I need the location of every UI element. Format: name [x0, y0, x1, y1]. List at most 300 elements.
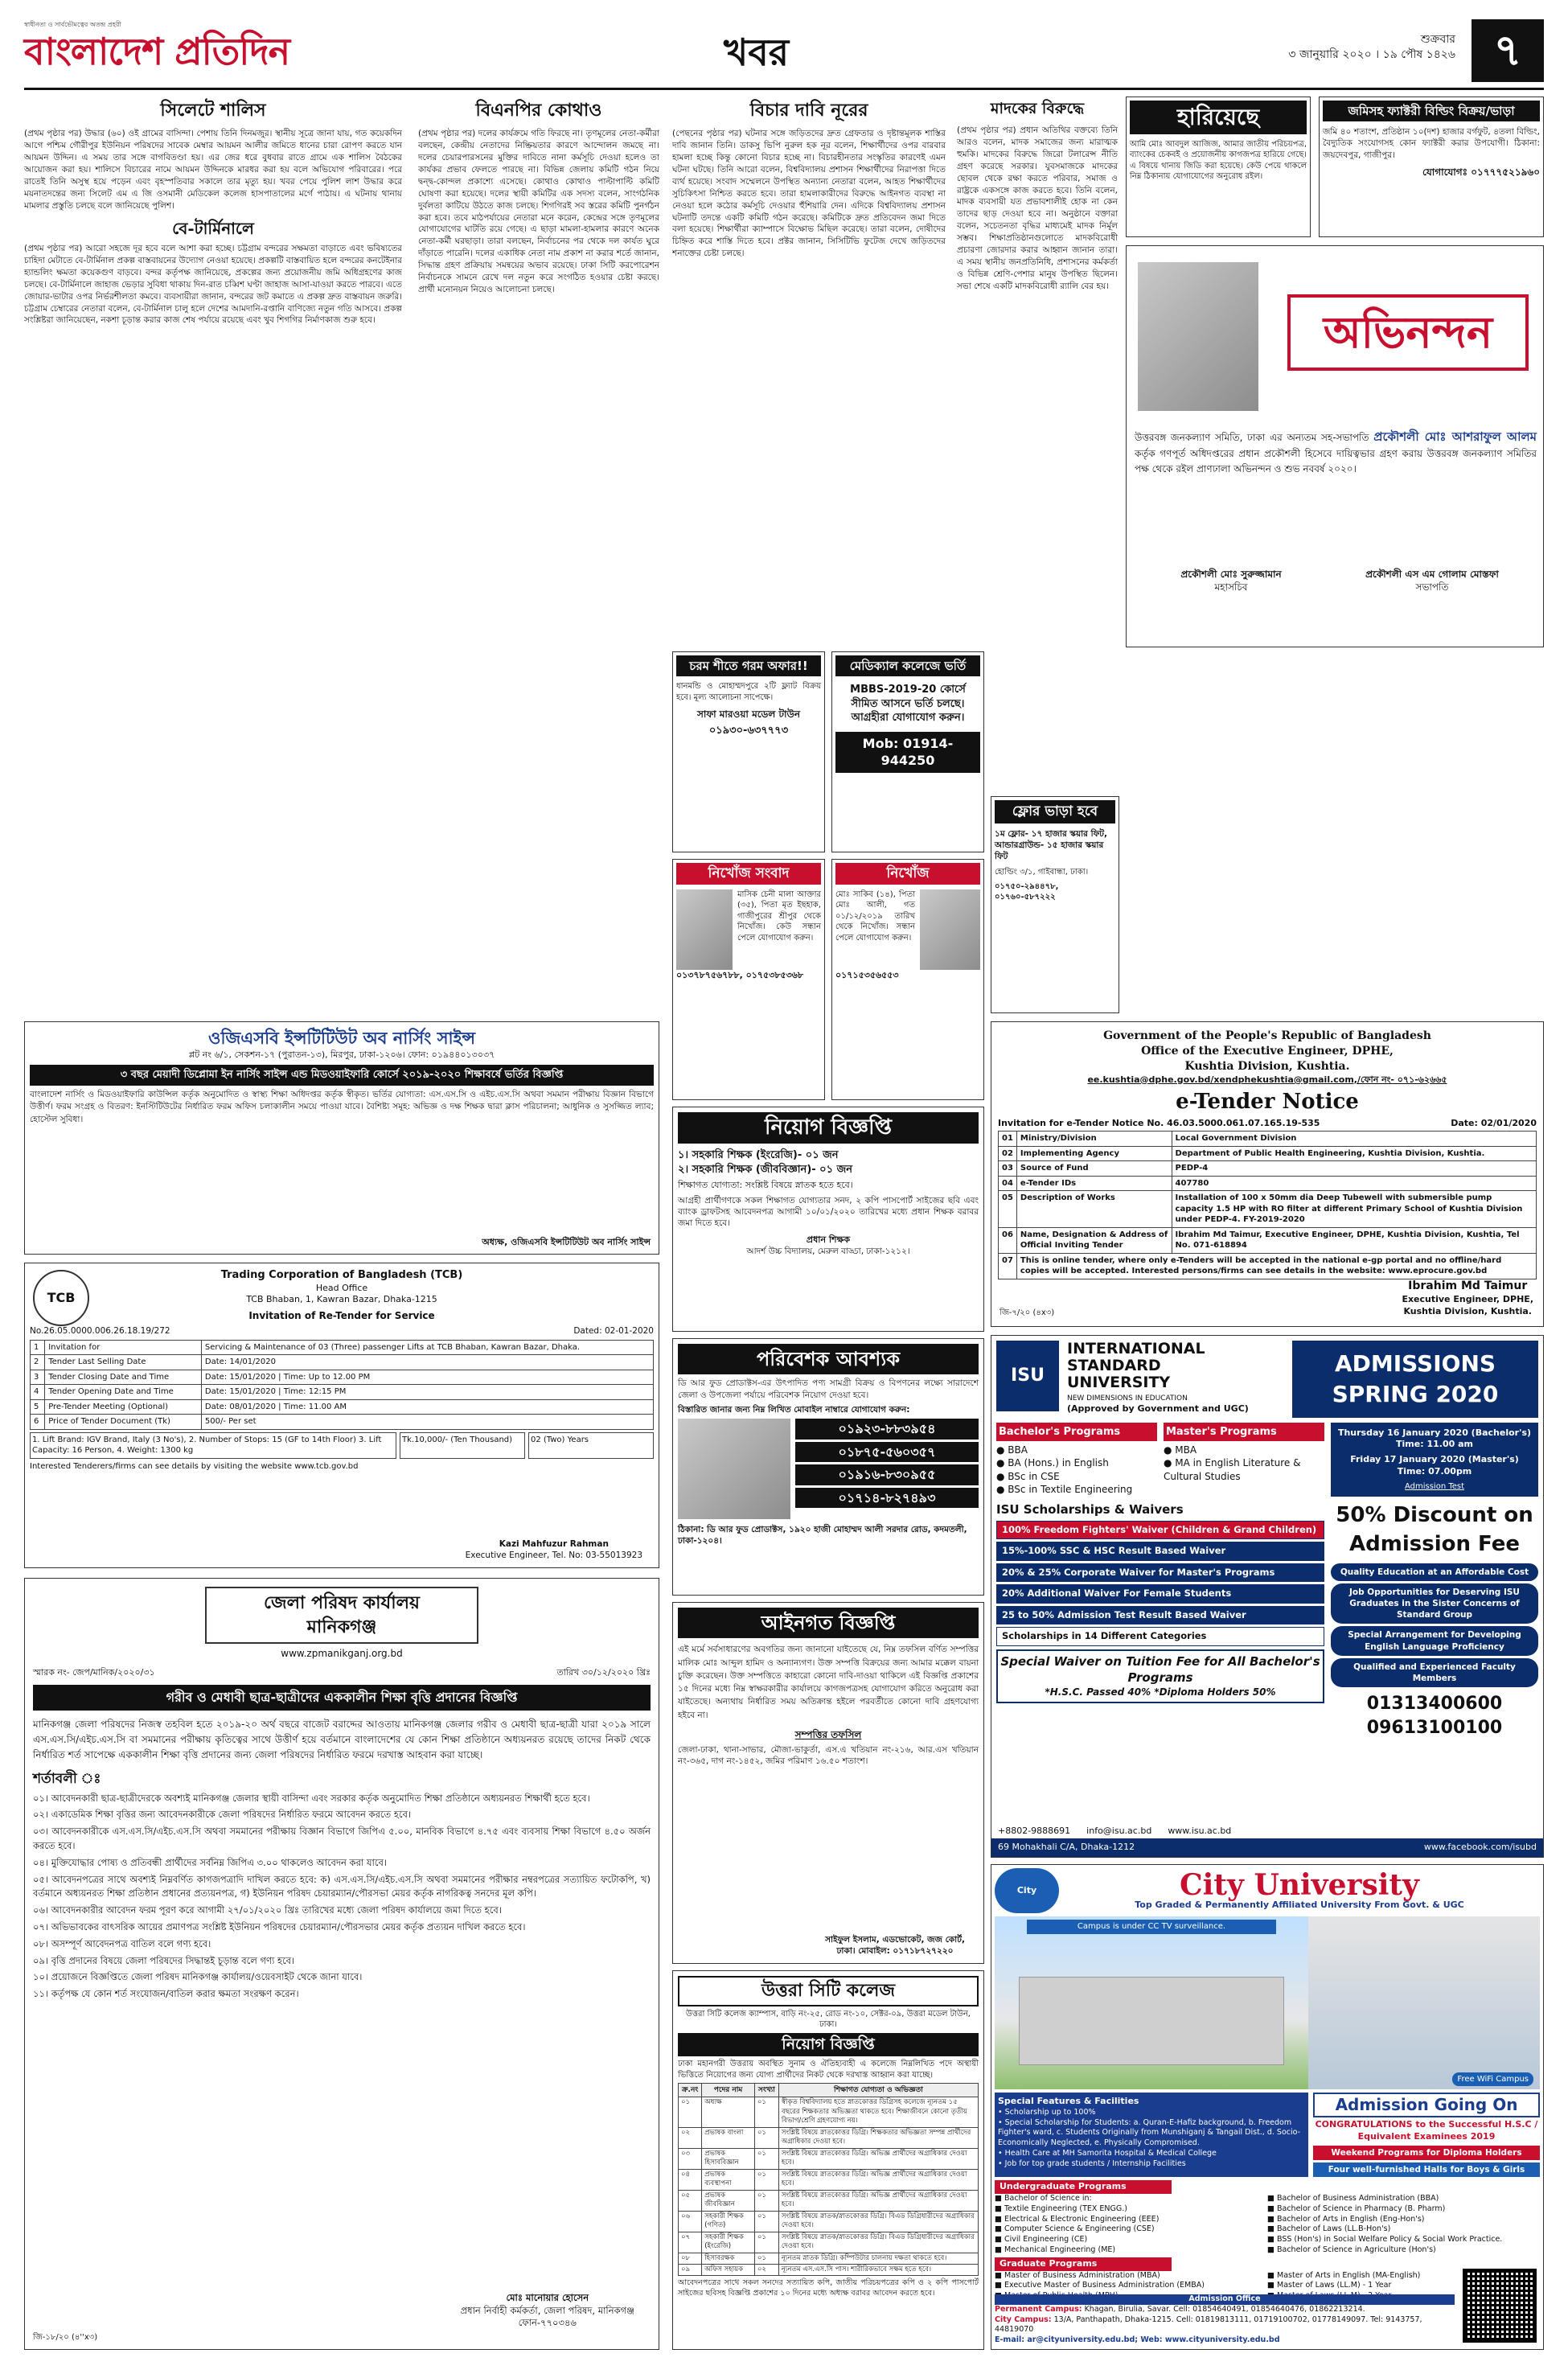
table-row [679, 2190, 979, 2211]
ug-title: Undergraduate Programs [995, 2180, 1172, 2194]
waiver-item: 25 to 50% Admission Test Result Based Waiver [996, 1606, 1324, 1625]
school-name: আদর্শ উচ্চ বিদ্যালয়, মেরুল বাড্ডা, ঢাকা-১২১২। [746, 1247, 910, 1257]
table-cell: ০১ [754, 2211, 778, 2232]
table-row [679, 2127, 979, 2148]
test-date-1: Thursday 16 January 2020 (Bachelor's) Time: 11.00 am [1337, 1427, 1532, 1450]
waiver-title: ISU Scholarships & Waivers [996, 1502, 1184, 1518]
ad-signature: অধ্যক্ষ, ওজিএসবি ইন্সটিটিউট অব নার্সিং সাইন্স [482, 1237, 651, 1248]
isu-address: 69 Mohakhali C/A, Dhaka-1212 [998, 1842, 1135, 1853]
ad-legal-notice [672, 1602, 984, 1964]
table-cell: ০১ [754, 2127, 778, 2148]
table-cell: ০১ [754, 2232, 778, 2253]
table-cell: ০১ [754, 2097, 778, 2127]
qualification: শিক্ষাগত যোগ্যতা: সংশ্লিষ্ট বিষয়ে স্নাতক হতে হবে। [678, 1180, 853, 1191]
office-title: জেলা পরিষদ কার্যালয় [264, 1593, 420, 1613]
ad-address: উত্তরা সিটি কলেজ ক্যাম্পাস, বাড়ি নং-২৫, রোড নং-১০, সেক্টর-০৯, উত্তরা মডেল টাউন, ঢাকা। [686, 2009, 971, 2030]
isu-header [996, 1341, 1538, 1418]
ad-phone[interactable]: ০১৭১৫৩৫৬৫৫৩ [835, 969, 899, 980]
table-cell: e-Tender IDs [1016, 1176, 1172, 1191]
office-place: Kushtia Division, Kushtia. [1184, 1059, 1350, 1073]
isu-facebook[interactable]: www.facebook.com/isubd [1423, 1842, 1537, 1853]
table-cell: 407780 [1172, 1176, 1536, 1191]
headline: বিএনপির কোথাও [475, 100, 602, 121]
ad-title: ওজিএসবি ইন্সটিটিউট অব নার্সিং সাইন্স [207, 1029, 475, 1048]
program-item: ● BA (Hons.) in English [996, 1457, 1109, 1469]
feature-list [1331, 1563, 1538, 1687]
ad-body: আগ্রহী প্রার্থীগণকে সকল শিক্ষাগত যোগ্যতার সনদ, ২ কপি পাসপোর্ট সাইজের ছবি এবং ব্যাংক ড্রাফটসহ আবেদনপত্র আগামী ১০/০১/২০২০ তারিখের মধ্যে প্রধান শিক্ষক বরাবর জমা দিতে হবে। [678, 1196, 979, 1229]
ug-list-right [1267, 2194, 1540, 2256]
feature-item: Qualified and Experienced Faculty Members [1331, 1658, 1538, 1687]
table-cell: অফিস সহায়ক [702, 2264, 755, 2275]
table-cell: ০৫ [679, 2190, 702, 2211]
condition-item: ০৩। আবেদনকারীকে এস.এস.সি/এইচ.এস.সি অথবা সমমানের পরীক্ষায় বিজ্ঞান বিভাগে জিপিএ ৫.০০, মানবিক বিভাগে ৪.৭৫ এবং ব্যবসায় শিক্ষা বিভাগে ৪.৫০ অর্জন করতে হবে। [33, 1826, 651, 1851]
tender-date: Date: 02/01/2020 [1451, 1117, 1537, 1128]
signatory-name: Kazi Mahfuzur Rahman [499, 1538, 609, 1549]
newspaper-logo[interactable]: বাংলাদেশ প্রতিদিন [24, 29, 290, 73]
completion-time: 02 (Two) Years [528, 1432, 654, 1459]
ad-phone[interactable]: ০১৭১৪-৮২৭৪৯৩ [795, 1488, 979, 1509]
program-item: ■ Bachelor of Laws (LL.B-Hon's) [1267, 2224, 1391, 2234]
ad-isu [991, 1335, 1544, 1858]
table-cell: Implementing Agency [1016, 1146, 1172, 1161]
post-2: ২। সহকারি শিক্ষক (জীববিজ্ঞান)- ০১ জন [678, 1163, 852, 1176]
news-bnp [418, 97, 659, 860]
missing-person-photo [676, 889, 733, 970]
table-cell: 06 [999, 1227, 1017, 1253]
schedule-body: জেলা-ঢাকা, থানা-সাভার, মৌজা-ভাকুর্তা, এস.এ খতিয়ান নং-২১৬, আর.এস খতিয়ান নং-৩৬৫, দাগ নং-১৪৫২, জমির পরিমাণ ১৬.৫০ শতাংশ। [678, 1745, 979, 1767]
ad-title: মেডিক্যাল কলেজে ভর্তি [835, 655, 980, 676]
ad-title: অভিনন্দন [1287, 294, 1529, 371]
ad-sub: বিস্তারিত জানার জন্য নিম্ন লিখিত মোবাইল নাম্বারে যোগাযোগ করুন: [678, 1404, 910, 1415]
feature-item: • Special Scholarship for Students: a. Quran-E-Hafiz background, b. Freedom Fighter's ward, c. Students Originally from Munshiganj & Tangail Dist., d. Socio-Economically Neglected, e. Physically Compromised. [998, 2117, 1301, 2148]
ad-phone[interactable]: ০১৩৭৮৭৫৬৭৮৮, ০১৭৫৩৮৫৩৬৮ [676, 969, 804, 980]
signatory-role: প্রধান শিক্ষক [806, 1234, 851, 1245]
ad-code: জি-১৮/২০ (৪''x৩) [33, 2332, 98, 2342]
ug-list-left [995, 2194, 1267, 2256]
tcb-ref-line [30, 1325, 654, 1337]
ad-body: জমি ৪০ শতাংশ, প্রতিষ্ঠান ১০(দশ) হাজার বর্গফুট, ৪তলা বিল্ডিং, বৈদ্যুতিক সংযোগসহ কোন ফ্যাক্টরী করার উপযোগী। ঠিকানা: জয়দেবপুর, গাজীপুর। [1323, 127, 1540, 160]
discount-line-2: Admission Fee [1349, 1531, 1520, 1556]
section-title: খবর [724, 31, 790, 74]
article-body: (প্রথম পৃষ্ঠার পর) আরো সহজে দূর হবে বলে আশা করা হচ্ছে। চট্টগ্রাম বন্দরের সক্ষমতা বাড়াতে এবং ভবিষ্যতের চাহিদা মেটাতে বে-টার্মিনাল প্রকল্প বাস্তবায়নের উদ্যোগ নেওয়া হয়েছে। প্রকল্পটি বাস্তবায়িত হলে বন্দরের কনটেইনার হ্যান্ডলিং ক্ষমতা কয়েকগুণ বাড়বে। বন্দর কর্তৃপক্ষ জানিয়েছে, প্রকল্পের জন্য প্রয়োজনীয় জমি অধিগ্রহণের কাজ চলছে। বে-টার্মিনালে জাহাজ ভেড়ার সুবিধা থাকায় দিন-রাত চব্বিশ ঘণ্টা জাহাজ আসা-যাওয়া করতে পারবে। এতে জোয়ার-ভাটার ওপর নির্ভরশীলতা কমবে। ব্যবসায়ীরা জানান, বন্দরের জট কমাতে এ প্রকল্প দ্রুত বাস্তবায়ন জরুরি। চট্টগ্রাম চেম্বারের নেতারা বলেন, বে-টার্মিনাল চালু হলে দেশের আমদানি-রপ্তানি বাণিজ্যে নতুন গতি আসবে। প্রকল্প সংশ্লিষ্টরা জানিয়েছেন, নকশা চূড়ান্ত করার কাজ শেষ পর্যায়ে রয়েছে এবং খুব শিগগির নির্মাণকাজ শুরু হবে। [24, 243, 402, 326]
ad-phone[interactable]: ০১৭৫০-২৯৪৪৭৮, ০১৭৬০-৫৮৭২২২ [995, 881, 1059, 902]
feature-item: • Job for top grade students / Internship Facilities [998, 2158, 1186, 2168]
isu-approved: (Approved by Government and UGC) [1067, 1403, 1249, 1414]
table-cell: 03 [999, 1161, 1017, 1177]
tender-number: No.26.05.0000.006.26.18.19/272 [30, 1326, 170, 1337]
article-body: (প্রথম পৃষ্ঠার পর) দলের কার্যক্রমে গতি ফিরছে না। তৃণমূলের নেতা-কর্মীরা বলছেন, কেন্দ্রীয় নেতাদের নিষ্ক্রিয়তার কারণে আন্দোলন জমছে না। দলের চেয়ারপারসনের মুক্তির দাবিতে নানা কর্মসূচি দেওয়া হলেও তা কার্যকর প্রভাব ফেলতে পারছে না। বিভিন্ন জেলায় কমিটি গঠন নিয়ে দ্বন্দ্ব-কোন্দল প্রকাশ্যে এসেছে। কোথাও কোথাও পাল্টাপাল্টি কমিটি ঘোষণা করা হয়েছে। দলের স্থায়ী কমিটির এক সদস্য বলেন, সাংগঠনিক দুর্বলতা কাটিয়ে উঠতে কাজ চলছে। শিগগিরই সব স্তরের কমিটি পুনর্গঠন করা হবে। তবে মাঠপর্যায়ের নেতারা মনে করেন, কেন্দ্রের সঙ্গে তৃণমূলের যোগাযোগের ঘাটতি রয়ে গেছে। এ ছাড়া মামলা-হামলার কারণে অনেক নেতা-কর্মী ঘরছাড়া। তারা বলছেন, নির্বাচনের পর থেকে দল কার্যত ঘুরে দাঁড়াতে পারেনি। দলের একাধিক নেতা নাম প্রকাশ না করার শর্তে জানান, সিদ্ধান্ত গ্রহণ প্রক্রিয়ায় সমন্বয়ের অভাব রয়েছে। ঢাকা সিটি করপোরেশন নির্বাচনকে সামনে রেখে দল নতুন করে সংগঠিত হওয়ার চেষ্টা করছে। প্রার্থী মনোনয়ন নিয়েও আলোচনা চলছে। [418, 129, 659, 295]
qr-code-icon[interactable] [1463, 2269, 1537, 2343]
table-row [999, 1191, 1537, 1228]
program-item: ● MA in English Literature & Cultural Studies [1164, 1457, 1301, 1482]
program-item: ■ Electrical & Electronic Engineering (EEE) [995, 2214, 1160, 2224]
table-cell: Ibrahim Md Taimur, Executive Engineer, DPHE, Kushtia Division, Kushtia, Tel No. 071-618894 [1172, 1227, 1536, 1253]
ad-phone[interactable]: যোগাযোগঃ ০১৭৭৭৫২১৯৬০ [1422, 166, 1540, 178]
table-cell: 07 [999, 1253, 1017, 1279]
table-cell: 02 [999, 1146, 1017, 1161]
program-item: ■ Master of Laws (LL.M) - 1 Year [1267, 2281, 1392, 2290]
isu-tel[interactable]: +8802-9888691 [998, 1826, 1071, 1837]
phone-list [795, 1419, 979, 1519]
day: শুক্রবার [1420, 33, 1455, 46]
table-cell: সংশ্লিষ্ট বিষয়ে স্নাতক/স্নাতকোত্তর ডিগ্রি। বিএড ডিগ্রিধারীদের অগ্রাধিকার দেওয়া হবে। [778, 2232, 978, 2253]
table-cell: প্রভাষক ব্যবস্থাপনা [702, 2169, 755, 2190]
condition-item: ০২। একাডেমিক শিক্ষা বৃত্তির জন্য আবেদনকারীকে জেলা পরিষদের নির্ধারিত ফরমে আবেদন করতে হবে। [33, 1809, 412, 1821]
weekend-programs: Weekend Programs for Diploma Holders [1313, 2146, 1540, 2160]
schedule-title: সম্পত্তির তফসিল [794, 1728, 862, 1740]
feature-item: Special Arrangement for Developing English Language Proficiency [1331, 1626, 1538, 1655]
program-item: ● BBA [996, 1444, 1028, 1456]
ad-body [1135, 427, 1537, 477]
table-row [999, 1253, 1537, 1279]
tender-number: Invitation for e-Tender Notice No. 46.03.5000.061.07.165.19-535 [998, 1117, 1320, 1128]
program-item: ■ Master of Arts in English (MA-English) [1267, 2270, 1421, 2280]
isu-logo: ISU [996, 1341, 1059, 1411]
ad-body: মানিকগঞ্জ জেলা পরিষদের নিজস্ব তহবিল হতে ২০১৯-২০ অর্থ বছরে বাজেট বরাদ্দের আওতায় মানিকগঞ্জ জেলার গরীব ও মেধাবী ছাত্র-ছাত্রী যারা ২০১৯ সালে এস.এস.সি/এইচ.এস.সি বা সমমানের পরীক্ষায় কৃতিত্বের সাথে উত্তীর্ণ হয়ে বর্তমানে বাংলাদেশের যে কোন শিক্ষা প্রতিষ্ঠানে অধ্যয়নরত রয়েছে তাদের নিকট থেকে নির্ধারিত শর্ত সাপেক্ষে এককালীন শিক্ষা বৃত্তি প্রদানের জন্য জেলা পরিষদের নির্ধারিত ফরমে দরখাস্ত আহবান করা যাচ্ছে। [33, 1719, 651, 1761]
cctv-note: Campus is under CC TV surveillance. [1027, 1920, 1276, 1934]
program-item: ■ BSS (Hon's) in Social Welfare Policy & Social Work Practice. [1267, 2235, 1503, 2245]
table-cell: Department of Public Health Engineering, Kushtia Division, Kushtia. [1172, 1146, 1536, 1161]
admissions-banner [1292, 1341, 1538, 1418]
admissions-title: ADMISSIONS [1334, 1350, 1496, 1377]
ad-address: হোল্ডিং ৩/১, গাইবান্ধা, ঢাকা। [995, 868, 1089, 877]
ad-text: কর্তৃক গণপূর্ত অধিদপ্তরের প্রধান প্রকৌশলী হিসেবে দায়িত্বভার গ্রহণ করায় উত্তরবঙ্গ জনকল্যাণ সমিতির পক্ষ থেকে রইল প্রাণঢালা অভিনন্দন ও শুভ নববর্ষ ২০২০। [1135, 448, 1537, 475]
table-cell: হিসাবরক্ষক [702, 2253, 755, 2264]
page-number: ৭ [1472, 19, 1544, 82]
feature-item: Quality Education at an Affordable Cost [1331, 1563, 1538, 1581]
signatory-name: মোঃ মানোয়ার হোসেন [506, 2292, 589, 2304]
program-item: ■ Civil Engineering (CE) [995, 2235, 1088, 2245]
wifi-badge: Free WiFi Campus [1452, 2072, 1533, 2087]
perm-label: Permanent Campus: [995, 2304, 1082, 2314]
table-row [679, 2148, 979, 2169]
ad-phone[interactable]: ০১৮৭৫-৫৬০৩৫৭ [795, 1442, 979, 1463]
isu-web[interactable]: www.isu.ac.bd [1168, 1826, 1232, 1837]
discount-line-1: 50% Discount on [1336, 1503, 1533, 1528]
article-body: (পেছনের পৃষ্ঠার পর) ঘটনার সঙ্গে জড়িতদের দ্রুত গ্রেফতার ও দৃষ্টান্তমূলক শাস্তির দাবি জানান তিনি। ডাকসু ভিপি নুরুল হক নূর বলেন, শিক্ষার্থীদের ওপর বারবার হামলা হচ্ছে কিন্তু কোনো বিচার হচ্ছে না। বিচারহীনতার সংস্কৃতির কারণেই এমন ঘটনা ঘটছে। তিনি আরো বলেন, বিশ্ববিদ্যালয় প্রশাসন শিক্ষার্থীদের নিরাপত্তা দিতে ব্যর্থ হয়েছে। সংবাদ সম্মেলনে উপস্থিত অন্যান্য নেতারা বলেন, আহত শিক্ষার্থীদের সুচিকিৎসা নিশ্চিত করতে হবে। তারা হামলাকারীদের বিরুদ্ধে আইনগত ব্যবস্থা না নেওয়া হলে কঠোর কর্মসূচি দেওয়ার হুঁশিয়ারি দেন। এদিকে বিশ্ববিদ্যালয় প্রশাসন ঘটনাটি তদন্তে একটি কমিটি গঠন করেছে। কমিটিকে দ্রুত প্রতিবেদন জমা দিতে বলা হয়েছে। শিক্ষার্থীরা ক্যাম্পাসে বিক্ষোভ মিছিল করেছে। তারা বলেন, দোষীদের চিহ্নিত করে শাস্তি দিতে হবে। প্রক্টর জানান, সিসিটিভি ফুটেজ দেখে জড়িতদের শনাক্তের চেষ্টা চলছে। [672, 129, 946, 259]
city-header [995, 1868, 1540, 1913]
ad-title: পরিবেশক আবশ্যক [678, 1344, 979, 1374]
table-cell: Tender Last Selling Date [45, 1355, 202, 1370]
waiver-item: 20% Additional Waiver For Female Students [996, 1584, 1324, 1604]
ad-phone[interactable]: ০১৯১৬-৮৩০৯৫৫ [795, 1464, 979, 1485]
headline: মাদকের বিরুদ্ধে [990, 100, 1085, 117]
table-cell: 2 [31, 1355, 45, 1370]
table-cell: সংশ্লিষ্ট বিষয়ে স্নাতকোত্তর ডিগ্রি। শিক্ষকতার অভিজ্ঞতা সম্পন্ন প্রার্থীদের অগ্রাধিকার দেওয়া হবে। [778, 2127, 978, 2148]
tcb-table [30, 1340, 654, 1430]
isu-programs-row [996, 1423, 1538, 1497]
table-row [679, 2232, 979, 2253]
office-name: Office of the Executive Engineer, DPHE, [1141, 1044, 1394, 1058]
signatory-role: সভাপতি [1415, 581, 1449, 594]
table-row [679, 2264, 979, 2275]
ad-title: হারিয়েছে [1130, 101, 1307, 134]
isu-right-panel [1331, 1501, 1538, 1739]
signatory-name: Ibrahim Md Taimur [1408, 1279, 1528, 1293]
signatory-name: প্রকৌশলী এস এম গোলাম মোস্তফা [1365, 569, 1499, 580]
campus-photo [995, 1916, 1308, 2089]
table-cell: সংশ্লিষ্ট বিষয়ে স্নাতক/স্নাতকোত্তর ডিগ্রি। বিএড ডিগ্রিধারীদের অগ্রাধিকার দেওয়া হবে। [778, 2211, 978, 2232]
table-cell: স্বীকৃত বিশ্ববিদ্যালয় হতে স্নাতকোত্তর ডিগ্রিসহ কলেজে ন্যূনতম ১৫ বছরের শিক্ষকতার অভিজ্ঞতা থাকতে হবে। শিক্ষাজীবনে কোনো তৃতীয় বিভাগ/শ্রেণি গ্রহণযোগ্য নয়। [778, 2097, 978, 2127]
table-cell: Invitation for [45, 1340, 202, 1355]
table-row [31, 1355, 654, 1370]
ad-title: নিয়োগ বিজ্ঞপ্তি [678, 1112, 979, 1144]
ad-title: চরম শীতে গরম অফার!! [676, 655, 821, 676]
city-title-block [1059, 1867, 1540, 1912]
brand [24, 21, 290, 73]
city-campus-address: 13/A, Panthapath, Dhaka-1215. Cell: 01819813111, 01719100702, 01778149097. Tel: 9143757, 44819070 [995, 2314, 1422, 2335]
condition-item: ১১। কর্তৃপক্ষ যে কোন শর্ত সংযোজন/বাতিল করার ক্ষমতা সংরক্ষণ করেন। [33, 1988, 299, 2000]
program-item: ■ Bachelor of Arts in English (Eng-Hon's) [1267, 2214, 1425, 2224]
table-cell: ০১ [754, 2253, 778, 2264]
program-item: ● MBA [1164, 1444, 1197, 1456]
ad-name: সাফা মারওয়া মডেল টাউন [696, 709, 801, 721]
program-item: ■ Bachelor of Science in Agriculture (Hon's) [1267, 2245, 1436, 2254]
ad-phone[interactable]: Mob: 01914-944250 [835, 732, 980, 773]
isu-phone-1[interactable]: 01313400600 [1366, 1694, 1503, 1715]
table-cell: Installation of 100 x 50mm dia Deep Tubewell with submersible pump capacity 1.5 HP with RO filter at different Primary School of Kushtia Division under PEDP-4. FY-2019-2020 [1172, 1191, 1536, 1228]
condition-item: ০৮। অসম্পূর্ণ আবেদনপত্র বাতিল বলে গণ্য হবে। [33, 1937, 211, 1949]
g-title: Graduate Programs [995, 2257, 1172, 2271]
table-cell: ন্যূনতম এস.এস.সি পাস। শারীরিকভাবে সক্ষম হতে হবে। [778, 2264, 978, 2275]
service-details: 1. Lift Brand: IGV Brand, Italy (3 No's), 2. Number of Stops: 15 (GF to 14th Floor) 3. Lift Capacity: 16 Person, 4. Weight: 1300 kg [30, 1432, 396, 1459]
article-body: (প্রথম পৃষ্ঠার পর) প্রধান অতিথির বক্তব্যে তিনি আরও বলেন, মাদক সমাজের জন্য মারাত্মক হুমকি। মাদকের বিরুদ্ধে জিরো টলারেন্স নীতি গ্রহণ করেছে সরকার। যুবসমাজকে মাদকের ছোবল থেকে রক্ষা করতে পরিবার, সমাজ ও রাষ্ট্রকে একসঙ্গে কাজ করতে হবে। তিনি বলেন, মাদক ব্যবসায়ী যত প্রভাবশালীই হোক না কেন তাদের ছাড় দেওয়া হবে না। অনুষ্ঠানে বক্তারা বলেন, সচেতনতা বৃদ্ধির মাধ্যমেই মাদক নির্মূল সম্ভব। শিক্ষাপ্রতিষ্ঠানগুলোতে মাদকবিরোধী প্রচারণা জোরদার করার আহ্বান জানান তারা। এ সময় স্থানীয় জনপ্রতিনিধি, প্রশাসনের কর্মকর্তা ও বিভিন্ন শ্রেণি-পেশার মানুষ উপস্থিত ছিলেন। সভা শেষে একটি মাদকবিরোধী র‌্যালি বের হয়। [957, 125, 1118, 291]
programs-list [1164, 1444, 1324, 1483]
isu-footer [991, 1838, 1543, 1857]
ad-body: ধানমন্ডি ও মোহাম্মদপুরে ২টি ফ্ল্যাট বিক্রয় হবে। মূল্য আলোচনা সাপেক্ষে। [676, 682, 821, 702]
program-item: ● BSc in Textile Engineering [996, 1483, 1133, 1495]
ad-lost [1126, 97, 1311, 237]
table-row [999, 1146, 1537, 1161]
table-cell: অধ্যক্ষ [702, 2097, 755, 2127]
ad-phone[interactable]: ০১৯৩০-৬৩৭৭৭৩ [708, 725, 789, 737]
memo-date: তারিখ ৩০/১২/২০২০ খ্রিঃ [556, 1666, 651, 1678]
program-item: ■ Mechanical Engineering (ME) [995, 2245, 1116, 2254]
article-body: (প্রথম পৃষ্ঠার পর) উদ্ধার (৬০) ওই গ্রামের বাসিন্দা। পেশায় তিনি দিনমজুর। স্থানীয় সূত্রে জানা যায়, গত কয়েকদিন আগে পশ্চিম গৌরীপুর ইউনিয়ন পরিষদের সাবেক মেম্বার আয়মন আলীর জমিতে ধানের চারা রোপণ করতে যান আয়মন উদ্দিন। এ সময় তার সঙ্গে বাগবিতণ্ডা হয়। এর জের ধরে বুধবার রাতে গ্রামে এক শালিস বৈঠকের আয়োজন করা হয়। শালিসে বিচারের নামে আয়মন উদ্দিনকে মারধর করা হয় বলে অভিযোগ পরিবারের। পরে রাতেই তিনি অসুস্থ হয়ে পড়েন এবং বৃহস্পতিবার সকালে তার মৃত্যু হয়। খবর পেয়ে পুলিশ লাশ উদ্ধার করে ময়নাতদন্তের জন্য সিলেট এম এ জি ওসমানী মেডিকেল কলেজ হাসপাতালের মর্গে পাঠায়। এ ঘটনায় থানায় মামলার প্রস্তুতি চলছে বলে জানিয়েছে পুলিশ। [24, 129, 402, 211]
city-features-row [995, 2093, 1540, 2177]
ug-programs [995, 2194, 1540, 2256]
city-photo-row [995, 1916, 1540, 2089]
features-list [998, 2108, 1305, 2170]
program-item: ■ Textile Engineering (TEX ENGG.) [995, 2204, 1127, 2213]
ad-uttara-college [672, 1970, 984, 2350]
signatory-role: Executive Engineer, DPHE, [1402, 1294, 1533, 1305]
table-row [999, 1176, 1537, 1191]
office-place: মানিকগঞ্জ [306, 1616, 377, 1637]
table-row [999, 1227, 1537, 1253]
program-item: ■ Bachelor of Science in Pharmacy (B. Pharm) [1267, 2204, 1446, 2213]
ad-banner: গরীব ও মেধাবী ছাত্র-ছাত্রীদের এককালীন শিক্ষা বৃত্তি প্রদানের বিজ্ঞপ্তি [33, 1685, 651, 1711]
table-cell: 05 [999, 1191, 1017, 1228]
tender-invite-line [998, 1118, 1537, 1130]
signatory-role: Executive Engineer, Tel. No: 03-55013923 [465, 1550, 642, 1560]
table-cell: Tender Closing Date and Time [45, 1370, 202, 1385]
table-cell: Ministry/Division [1016, 1132, 1172, 1147]
signatory-phone: ফোন-৭৭০৩৪৬ [518, 2317, 577, 2329]
date: ৩ জানুয়ারি ২০২০ । ১৯ পৌষ ১৪২৬ [1288, 47, 1455, 61]
ad-body: আমি মোঃ আবদুল আজিজ, আমার জাতীয় পরিচয়পত্র, ব্যাংকের চেকবই ও প্রয়োজনীয় কাগজপত্র হারিয়ে গেছে। এ বিষয়ে থানায় জিডি করা হয়েছে। কেউ পেয়ে থাকলে নিম্ন ঠিকানায় যোগাযোগের অনুরোধ রইল। [1130, 139, 1307, 182]
special-text: Special Waiver on Tuition Fee for All Bachelor's Programs [1000, 1653, 1320, 1686]
tender-title: e-Tender Notice [1176, 1089, 1359, 1114]
test-date-2: Friday 17 January 2020 (Master's) Time: 07.00pm [1350, 1454, 1519, 1477]
portrait-photo [1138, 262, 1258, 411]
condition-item: ০৪। মুক্তিযোদ্ধার পোষ্য ও প্রতিবন্ধী প্রার্থীদের সর্বনিম্ন জিপিএ ৩.০০ থাকলেও আবেদন করা যাবে। [33, 1856, 387, 1868]
isu-email[interactable]: info@isu.ac.bd [1086, 1826, 1152, 1837]
table-cell: 3 [31, 1370, 45, 1385]
conditions-title: শর্তাবলী ঃ [33, 1770, 101, 1787]
table-row [31, 1385, 654, 1400]
table-header: পদের নাম [702, 2084, 755, 2097]
waiver-item: 100% Freedom Fighters' Waiver (Children & Grand Children) [996, 1521, 1324, 1540]
ad-e-tender [991, 1021, 1544, 1327]
halls-note: Four well-furnished Halls for Boys & Girls [1313, 2162, 1540, 2177]
ad-missing-1 [672, 859, 825, 1100]
table-cell: Name, Designation & Address of Official Inviting Tender [1016, 1227, 1172, 1253]
condition-item: ১০। প্রয়োজনে বিজ্ঞপ্তিতে জেলা পরিষদ মানিকগঞ্জ কার্যালয়/ওয়েবসাইট থেকে জানা যাবে। [33, 1971, 363, 1983]
master-programs [1164, 1423, 1324, 1497]
table-header: ক্র.নং [679, 2084, 702, 2097]
ad-title: জমিসহ ফ্যাক্টরী বিল্ডিং বিক্রয়/ভাড়া [1323, 101, 1540, 121]
table-header-row [679, 2084, 979, 2097]
waivers [996, 1521, 1324, 1646]
programs-title: Master's Programs [1164, 1423, 1324, 1442]
features-panel [995, 2093, 1308, 2177]
tagline: স্বাধীনতা ও সার্বভৌমত্বের অতন্দ্র প্রহরী [24, 21, 121, 28]
table-cell: 500/- Per set [201, 1415, 653, 1430]
table-cell: ০১ [754, 2169, 778, 2190]
table-cell: 04 [999, 1176, 1017, 1191]
waiver-item: 20% & 25% Corporate Waiver for Master's Programs [996, 1563, 1324, 1583]
ad-medical [831, 651, 984, 852]
feature-item: Job Opportunities for Deserving ISU Graduates in the Sister Concerns of Standard Group [1331, 1583, 1538, 1624]
ad-body: বাংলাদেশ নার্সিং ও মিডওয়াইফারি কাউন্সিল কর্তৃক অনুমোদিত ও স্বাস্থ্য শিক্ষা অধিদপ্তর কর্তৃক স্বীকৃত। ভর্তির যোগ্যতা: এস.এস.সি ও এইচ.এস.সি অথবা সমমান পরীক্ষায় বিজ্ঞান বিভাগে উত্তীর্ণ। ফরম সংগ্রহ ও বিতরণ: ইনস্টিটিউটের নির্ধারিত ফরম অফিস চলাকালীন সময়ে পাওয়া যাবে। বৈশিষ্ট্য সমূহ: অভিজ্ঞ ও দক্ষ শিক্ষক দ্বারা ক্লাস পরিচালনা; আধুনিক ও সুসজ্জিত ল্যাব; হোস্টেল সুবিধা। [30, 1089, 654, 1125]
table-cell: Source of Fund [1016, 1161, 1172, 1177]
city-campus [995, 2315, 1455, 2336]
table-cell: 1 [31, 1340, 45, 1355]
ad-note: আবেদনপত্রের সাথে সকল সনদের সত্যায়িত কপি, জাতীয় পরিচয়পত্রের কপি ও ২ কপি পাসপোর্ট সাইজের ছবিসহ বিজ্ঞপ্তি প্রকাশের ১০ দিনের মধ্যে অধ্যক্ষ বরাবর আবেদন করতে হবে। [678, 2278, 979, 2298]
table-cell: ০১ [754, 2148, 778, 2169]
ad-body: ১ম ফ্লোর- ১৭ হাজার স্কয়ার ফিট, আন্ডারগ্রাউন্ড- ১৫ হাজার স্কয়ার ফিট [995, 828, 1107, 862]
ad-body: ঢাকা মহানগরী উত্তরায় অবস্থিত সুনাম ও ঐতিহ্যবাহী এ কলেজে নিম্নলিখিত পদে অস্থায়ী ভিত্তিতে নিয়োগের জন্য যোগ্য প্রার্থীদের নিকট থেকে দরখাস্ত আহ্বান করা যাচ্ছে। [678, 2060, 979, 2080]
office-website[interactable]: www.zpmanikganj.org.bd [281, 1648, 403, 1660]
table-cell: This is online tender, where only e-Tenders will be accepted in the national e-gp portal and no offline/hard copies will be accepted. Interested persons/firms can see details in the website: www.eprocure.gov.bd [1016, 1253, 1536, 1279]
table-cell: 4 [31, 1385, 45, 1400]
dateline [1288, 32, 1455, 63]
email-web[interactable]: E-mail: ar@cityuniversity.edu.bd; Web: www.cityuniversity.edu.bd [995, 2335, 1280, 2345]
condition-item: ০৫। আবেদনপত্রের সাথে অবশ্যই নিম্নবর্ণিত কাগজপত্রাদি দাখিল করতে হবে: ক) এস.এস.সি/এইচ.এস.সি অথবা সমমানের পরীক্ষার নম্বরপত্রের সত্যায়িত ফটোকপি, খ) বর্তমানে অধ্যয়নরত শিক্ষা প্রতিষ্ঠান প্রধানের প্রত্যয়নপত্র, গ) ইউনিয়ন পরিষদ চেয়ারম্যান/পৌরসভা মেয়র কর্তৃক নাগরিকত্ব সনদের মূল কপি। [33, 1873, 651, 1900]
perm-campus [995, 2305, 1455, 2315]
tender-table [998, 1131, 1537, 1279]
tender-title: Invitation of Re-Tender for Service [248, 1310, 435, 1322]
table-cell: ০২ [754, 2264, 778, 2275]
university-tagline: Top Graded & Permanently Affiliated University From Govt. & UGC [1135, 1899, 1464, 1910]
table-cell: সংশ্লিষ্ট বিষয়ে স্নাতকোত্তর ডিগ্রি। অভিজ্ঞ প্রার্থীদের অগ্রাধিকার দেওয়া হবে। [778, 2169, 978, 2190]
table-cell: ০৮ [679, 2253, 702, 2264]
ad-title: ফ্লোর ভাড়া হবে [995, 800, 1115, 824]
city-office [995, 2294, 1455, 2346]
table-cell: সহকারী শিক্ষক (গণিত) [702, 2211, 755, 2232]
table-cell: 6 [31, 1415, 45, 1430]
ad-body: ডি আর ফুড প্রোডাক্টস-এর উৎপাদিত পণ্য সামগ্রী বিক্রয় ও বিপণনের লক্ষ্যে সারাদেশে জেলা ও উপজেলা পর্যায়ে পরিবেশক নিয়োগ দেওয়া হবে। [678, 1378, 979, 1400]
ad-dealer-wanted [672, 1338, 984, 1596]
isu-name-2: STANDARD [1067, 1356, 1161, 1374]
ad-text: উত্তরবঙ্গ জনকল্যাণ সমিতি, ঢাকা এর অন্যতম সহ-সভাপতি [1135, 432, 1369, 443]
isu-contact-row [991, 1824, 1543, 1839]
waiver-item: Scholarships in 14 Different Categories [996, 1627, 1324, 1646]
tcb-service-row [30, 1432, 654, 1459]
table-cell: Description of Works [1016, 1191, 1172, 1228]
ad-city-university [991, 1864, 1544, 2350]
table-row [31, 1399, 654, 1415]
office-email[interactable]: ee.kushtia@dphe.gov.bd/xendphekushtia@gmail.com,/ফোন নং- ০৭১-৬২৬৬৫ [1087, 1074, 1447, 1085]
table-row [679, 2169, 979, 2190]
admission-going-on: Admission Going On [1313, 2093, 1540, 2117]
table-cell: Date: 08/01/2020 | Time: 11.00 AM [201, 1399, 653, 1415]
office-header [205, 1587, 478, 1644]
table-cell: সহকারী শিক্ষক (ইংরেজি) [702, 2232, 755, 2253]
table-cell: 5 [31, 1399, 45, 1415]
ad-title: নিখোঁজ [835, 863, 980, 885]
signatory-2 [1336, 568, 1529, 594]
table-row [679, 2097, 979, 2127]
city-logo: City [995, 1868, 1059, 1913]
table-cell: Date: 15/01/2020 | Time: Up to 12.00 PM [201, 1370, 653, 1385]
signatory-1 [1135, 568, 1328, 594]
university-name: City University [1180, 1867, 1419, 1902]
program-item: ■ Executive Master of Business Administration (EMBA) [995, 2281, 1205, 2290]
office-title: Admission Office [995, 2294, 1455, 2305]
waiver-item: 15%-100% SSC & HSC Result Based Waiver [996, 1542, 1324, 1561]
special-text-2: *H.S.C. Passed 40% *Diploma Holders 50% [1045, 1686, 1276, 1698]
table-cell: Pre-Tender Meeting (Optional) [45, 1399, 202, 1415]
ad-phone[interactable]: ০১৯২৩-৮৮৩৯৫৪ [795, 1419, 979, 1440]
feature-item: • Health Care at MH Samorita Hospital & Medical College [998, 2149, 1217, 2158]
program-item: ■ Bachelor of Business Administration (BBA) [1267, 2193, 1439, 2203]
signatory-role: মহাসচিব [1214, 581, 1248, 594]
table-cell: Tender Opening Date and Time [45, 1385, 202, 1400]
table-cell: ন্যূনতম স্নাতক ডিগ্রি। কম্পিউটার চালনায় দক্ষতা থাকতে হবে। [778, 2253, 978, 2264]
table-cell: PEDP-4 [1172, 1161, 1536, 1177]
ad-body: এই মর্মে সর্বসাধারণের অবগতির জন্য জানানো যাইতেছে যে, নিম্ন তফসিল বর্ণিত সম্পত্তির মালিক মোঃ আব্দুল হামিদ ও অন্যান্যগণ। উক্ত সম্পত্তি বিক্রয়ের জন্য আমার মক্কেল বায়না চুক্তি করেছেন। উক্ত সম্পত্তিতে কাহারো কোনো দাবি-দাওয়া থাকিলে এই বিজ্ঞপ্তি প্রকাশের ১৫ দিনের মধ্যে নিম্ন স্বাক্ষরকারীর কার্যালয়ে কাগজপত্রসহ যোগাযোগ করিতে অনুরোধ করা যাইতেছে। অন্যথায় নির্ধারিত সময় অতিক্রান্ত হইলে পরবর্তীতে কোনো দাবি গ্রহণযোগ্য হইবে না। [678, 1645, 979, 1720]
product-photo [678, 1419, 790, 1519]
ad-address: ঠিকানা: ডি আর ফুড প্রোডাক্টস, ১৯২০ হাজী মোহাম্মদ আলী সরদার রোড, কদমতলী, ঢাকা-১২০৪। [678, 1524, 967, 1546]
ad-title: আইনগত বিজ্ঞপ্তি [678, 1608, 979, 1638]
perm-address: Khagan, Birulia, Savar. Cell: 01854640491, 01854640476, 01862213214. [1084, 2304, 1365, 2314]
table-cell: Price of Tender Document (Tk) [45, 1415, 202, 1430]
ad-code: জি-৭/২০ (৪x৩) [999, 1308, 1055, 1317]
feature-item: • Scholarship up to 100% [998, 2107, 1096, 2117]
admission-panel [1313, 2093, 1540, 2177]
tcb-logo: TCB [33, 1270, 89, 1326]
gov-name: Government of the People's Republic of Bangladesh [1103, 1029, 1431, 1042]
isu-name-1: INTERNATIONAL [1067, 1340, 1205, 1357]
table-cell: Date: 15/01/2020 | Time: 12:15 PM [201, 1385, 653, 1400]
ad-recruitment-school [672, 1107, 984, 1332]
program-item: ■ Bachelor of Science in: [995, 2193, 1092, 2203]
table-row [679, 2253, 979, 2264]
memo-line [33, 1667, 651, 1679]
table-row [999, 1161, 1537, 1177]
table-row [31, 1370, 654, 1385]
tcb-note: Interested Tenderers/firms can see details by visiting the website www.tcb.gov.bd [30, 1461, 359, 1471]
isu-phone-2[interactable]: 09613100100 [1366, 1717, 1503, 1738]
org-address: TCB Bhaban, 1, Kawran Bazar, Dhaka-1215 [246, 1294, 437, 1305]
isu-tagline: NEW DIMENSIONS IN EDUCATION [1067, 1394, 1188, 1403]
features-title: Special Features & Facilities [998, 2096, 1139, 2106]
ad-body: মোঃ সাকিব (১৪), পিতা মোঃ আলী, গত ০১/১২/২০১৯ তারিখ থেকে নিখোঁজ। সন্ধান পেলে যোগাযোগ করুন। [835, 889, 915, 943]
subheadline: বে-টার্মিনালে [172, 218, 254, 238]
headline: বিচার দাবি নূরের [749, 100, 868, 121]
